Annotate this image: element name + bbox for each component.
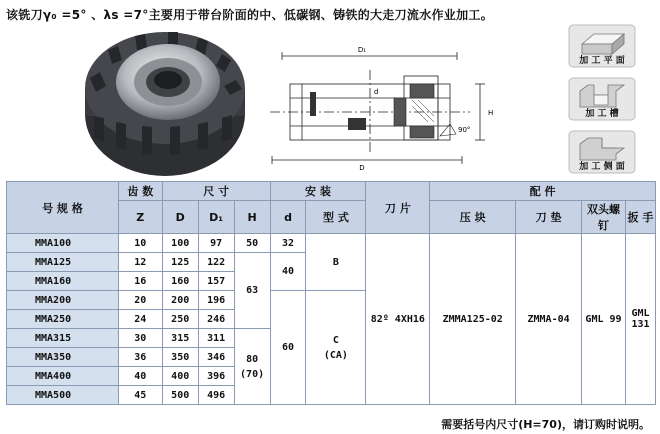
- header-screw: 双头螺钉: [582, 201, 626, 234]
- d1-cell: 311: [198, 329, 234, 348]
- d1-cell: 157: [198, 272, 234, 291]
- d-cell: 250: [162, 310, 198, 329]
- model-cell: MMA500: [7, 386, 119, 405]
- side-milling-icon: [568, 130, 636, 174]
- side-milling-label: 加 工 侧 面: [579, 162, 625, 172]
- dim-small-d-label: d: [374, 88, 379, 96]
- teeth-cell: 10: [118, 234, 162, 253]
- d1-cell: 196: [198, 291, 234, 310]
- install-type-ca: (CA): [323, 349, 348, 361]
- install-type-cell: [306, 291, 366, 405]
- d1-cell: 396: [198, 367, 234, 386]
- d1-cell: 97: [198, 234, 234, 253]
- h-cell: 50: [234, 234, 270, 253]
- model-cell: MMA100: [7, 234, 119, 253]
- header-wrench: 扳 手: [625, 201, 655, 234]
- clamp-cell: ZMMA125-02: [430, 234, 516, 405]
- model-cell: MMA200: [7, 291, 119, 310]
- header-install: 安 装: [270, 182, 366, 201]
- d-cell: 160: [162, 272, 198, 291]
- face-milling-icon: [568, 24, 636, 68]
- teeth-cell: 12: [118, 253, 162, 272]
- model-cell: MMA160: [7, 272, 119, 291]
- model-cell: MMA315: [7, 329, 119, 348]
- model-cell: MMA350: [7, 348, 119, 367]
- header-install-type: 型 式: [306, 201, 366, 234]
- header-blade: 刀 片: [366, 182, 430, 234]
- header-clamp: 压 块: [430, 201, 516, 234]
- teeth-cell: 24: [118, 310, 162, 329]
- header-size: 尺 寸: [162, 182, 270, 201]
- wrench-cell: GML 131: [625, 234, 655, 405]
- header-size-h: H: [234, 201, 270, 234]
- face-milling-label: 加 工 平 面: [579, 56, 625, 66]
- header-shim: 刀 垫: [516, 201, 582, 234]
- d-cell: 200: [162, 291, 198, 310]
- install-d-cell: 32: [270, 234, 306, 253]
- spec-table: [6, 181, 656, 405]
- d1-cell: 122: [198, 253, 234, 272]
- order-note: 需要括号内尺寸(H=70)，请订购时说明。: [441, 418, 650, 431]
- d1-cell: 346: [198, 348, 234, 367]
- h-cell: [234, 329, 270, 405]
- slot-milling-icon: [568, 77, 636, 121]
- install-type-c: C: [332, 334, 339, 346]
- blade-cell: 82º 4XH16: [366, 234, 430, 405]
- intro-text: 该铣刀γ₀ =5° 、λs =7°主要用于带台阶面的中、低碳钢、铸铁的大走刀流水作业加工。: [6, 8, 494, 22]
- d-cell: 500: [162, 386, 198, 405]
- model-cell: MMA250: [7, 310, 119, 329]
- install-d-cell: 40: [270, 253, 306, 291]
- d1-cell: 496: [198, 386, 234, 405]
- teeth-cell: 16: [118, 272, 162, 291]
- model-cell: MMA400: [7, 367, 119, 386]
- header-install-d: d: [270, 201, 306, 234]
- model-cell: MMA125: [7, 253, 119, 272]
- shim-cell: ZMMA-04: [516, 234, 582, 405]
- header-teeth-symbol: Z: [118, 201, 162, 234]
- milling-cutter-photo: [80, 18, 250, 182]
- d-cell: 125: [162, 253, 198, 272]
- teeth-cell: 40: [118, 367, 162, 386]
- h-70: (70): [240, 368, 265, 380]
- install-d-cell: 60: [270, 291, 306, 405]
- dim-d-label: D: [359, 164, 365, 170]
- teeth-cell: 36: [118, 348, 162, 367]
- dim-h-label: H: [488, 109, 494, 117]
- d-cell: 315: [162, 329, 198, 348]
- d-cell: 400: [162, 367, 198, 386]
- header-size-d1: D₁: [198, 201, 234, 234]
- screw-cell: GML 99: [582, 234, 626, 405]
- teeth-cell: 45: [118, 386, 162, 405]
- slot-milling-label: 加 工 槽: [585, 109, 619, 119]
- d-cell: 350: [162, 348, 198, 367]
- teeth-cell: 20: [118, 291, 162, 310]
- header-teeth: 齿 数: [118, 182, 162, 201]
- d1-cell: 246: [198, 310, 234, 329]
- install-type-cell: B: [306, 234, 366, 291]
- dim-d1-label: D₁: [357, 46, 367, 54]
- h-cell: 63: [234, 253, 270, 329]
- header-size-d: D: [162, 201, 198, 234]
- table-row: [7, 234, 656, 253]
- header-fitting: 配 件: [430, 182, 656, 201]
- angle-label: 90°: [458, 126, 471, 134]
- header-model: 号 规 格: [7, 182, 119, 234]
- h-80: 80: [246, 353, 259, 365]
- cutter-section-drawing: [262, 40, 502, 170]
- d-cell: 100: [162, 234, 198, 253]
- teeth-cell: 30: [118, 329, 162, 348]
